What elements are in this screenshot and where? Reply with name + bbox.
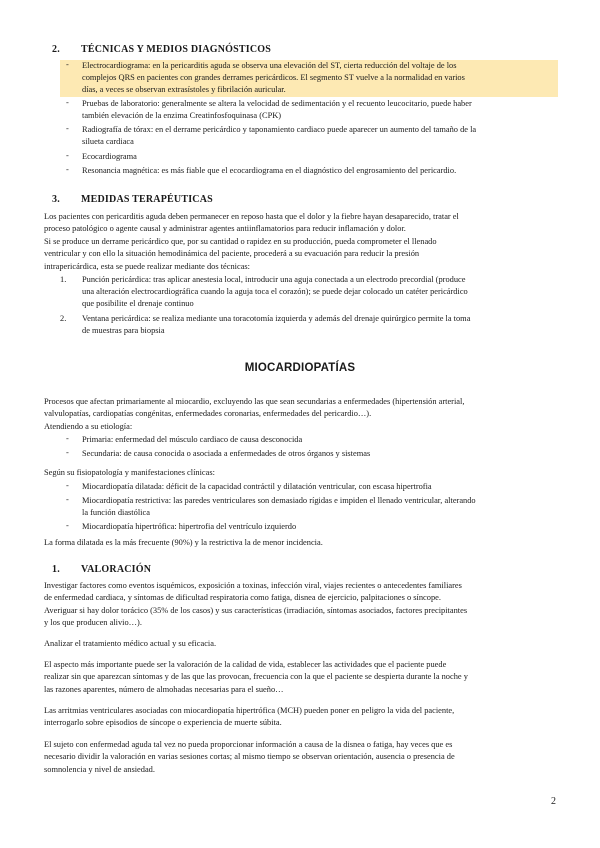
section-number: 1. [52, 564, 60, 575]
section-heading-diagnostic [52, 44, 271, 55]
section-heading-assessment [52, 564, 151, 575]
diag-item-xray: Radiografía de tórax: en el derrame pericárdico y taponamiento cardiaco puede aparecer un aumento del tamaño de la [82, 125, 477, 134]
paragraph-line: Los pacientes con pericarditis aguda deben permanecer en reposo hasta que el dolor y la fiebre hayan desaparecido, tratar el [44, 212, 459, 221]
paragraph-line: Analizar el tratamiento médico actual y su eficacia. [44, 639, 217, 648]
paragraph-line: Averiguar si hay dolor torácico (35% de los casos) y sus características (irradiación, síntomas asociados, factores precipitantes [44, 606, 468, 615]
bullet-dash: - [66, 60, 69, 69]
paragraph-line: somnolencia y nivel de ansiedad. [44, 765, 155, 774]
diag-item-xray: silueta cardiaca [82, 137, 134, 146]
diag-item-lab: Pruebas de laboratorio: generalmente se altera la velocidad de sedimentación y el recuento leucocitario, puede haber [82, 99, 472, 108]
paragraph-line: El sujeto con enfermedad aguda tal vez no pueda proporcionar información a causa de la disnea o fatiga, hay veces que es [44, 740, 453, 749]
paragraph-line: ventricular y con ello la situación hemodinámica del paciente, procederá a su evacuación para reducir la presión [44, 249, 420, 258]
paragraph-line: Si se produce un derrame pericárdico que, por su cantidad o rapidez en su producción, pueda comprometer el llenado [44, 237, 437, 246]
section-number: 3. [52, 194, 60, 205]
paragraph-line: Según su fisiopatología y manifestaciones clínicas: [44, 468, 215, 477]
paragraph-line: valvulopatías, cardiopatías congénitas, enfermedades coronarias, enfermedades del pericardio…). [44, 409, 372, 418]
paragraph-line: las razones aparentes, número de almohadas necesarias para el sueño… [44, 685, 284, 694]
paragraph-line: de enfermedad cardiaca, y síntomas de dificultad respiratoria como fatiga, disnea de ejercicio, palpitaciones o síncope. [44, 593, 441, 602]
technique-item-puncture: que posibilite el drenaje continuo [82, 299, 194, 308]
etiology-item: Primaria: enfermedad del músculo cardiaco de causa desconocida [82, 435, 303, 444]
paragraph-line: Procesos que afectan primariamente al miocardio, excluyendo las que sean secundarias a enfermedades (hipertensión arterial, [44, 397, 465, 406]
physio-item-dilated: Miocardiopatía dilatada: déficit de la capacidad contráctil y dilatación ventricular, con escasa hipertrofia [82, 482, 432, 491]
bullet-dash: - [66, 495, 69, 504]
section-heading-therapeutic [52, 194, 213, 205]
etiology-item: Secundaria: de causa conocida o asociada a enfermedades de otros órganos y sistemas [82, 449, 371, 458]
bullet-dash: - [66, 521, 69, 530]
section-title: MEDIDAS TERAPÉUTICAS [81, 194, 213, 205]
diag-item-ecg: complejos QRS en pacientes con grandes derrames pericárdicos. El segmento ST vuelve a la normalidad en varios [82, 73, 465, 82]
paragraph-line: necesario dividir la valoración en varias sesiones cortas; al mismo tiempo se observan orientación, ausencia o presencia de [44, 752, 455, 761]
physio-item-hypertrophic: Miocardiopatía hipertrófica: hipertrofia del ventrículo izquierdo [82, 522, 297, 531]
diag-item-lab: también elevación de la enzima Creatinfosfoquinasa (CPK) [82, 111, 282, 120]
bullet-dash: - [66, 434, 69, 443]
paragraph-line: interrogarlo sobre episodios de síncope o experiencia de muerte súbita. [44, 718, 282, 727]
physio-item-restrictive: la función diastólica [82, 508, 150, 517]
paragraph-line: La forma dilatada es la más frecuente (90%) y la restrictiva la de menor incidencia. [44, 538, 323, 547]
physio-item-restrictive: Miocardiopatía restrictiva: las paredes ventriculares son demasiado rígidas e impiden el llenado ventricular, alterando [82, 496, 476, 505]
paragraph-line: El aspecto más importante puede ser la valoración de la calidad de vida, establecer las actividades que el paciente puede [44, 660, 447, 669]
bullet-dash: - [66, 98, 69, 107]
page-title: MIOCARDIOPATÍAS [244, 362, 356, 374]
page-number: 2 [551, 796, 556, 807]
list-number: 1. [60, 275, 67, 284]
bullet-dash: - [66, 151, 69, 160]
paragraph-line: proceso patológico o agente causal y administrar agentes antiinflamatorios para reducir inflamación y dolor. [44, 224, 406, 233]
paragraph-line: Las arritmias ventriculares asociadas con miocardiopatía hipertrófica (MCH) pueden poner en peligro la vida del paciente, [44, 706, 455, 715]
bullet-dash: - [66, 124, 69, 133]
bullet-dash: - [66, 165, 69, 174]
diag-item-ecg: Electrocardiograma: en la pericarditis aguda se observa una elevación del ST, cierta reducción del voltaje de los [82, 61, 457, 70]
section-title: VALORACIÓN [81, 564, 152, 575]
technique-item-window: Ventana pericárdica: se realiza mediante una toracotomía izquierda y además del drenaje quirúrgico permite la toma [82, 314, 471, 323]
technique-item-window: de muestras para biopsia [82, 326, 165, 335]
paragraph-line: Atendiendo a su etiología: [44, 422, 133, 431]
bullet-dash: - [66, 448, 69, 457]
section-number: 2. [52, 44, 60, 55]
diag-item-echo: Ecocardiograma [82, 152, 137, 161]
paragraph-line: realizar sin que aparezcan síntomas y de las que las provocan, frecuencia con la que el paciente se despierta durante la noche y [44, 672, 468, 681]
paragraph-line: y los que producen alivio…). [44, 618, 142, 627]
paragraph-line: Investigar factores como eventos isquémicos, exposición a toxinas, infección viral, viajes recientes o antecedentes familiares [44, 581, 462, 590]
paragraph-line: intrapericárdica, esta se puede realizar mediante dos técnicas: [44, 262, 251, 271]
bullet-dash: - [66, 481, 69, 490]
section-title: TÉCNICAS Y MEDIOS DIAGNÓSTICOS [81, 44, 272, 55]
diag-item-ecg: días, a veces se observan extrasístoles y fibrilación auricular. [82, 85, 286, 94]
diag-item-mri: Resonancia magnética: es más fiable que el ecocardiograma en el diagnóstico del engrosamiento del pericardio. [82, 166, 457, 175]
technique-item-puncture: Punción pericárdica: tras aplicar anestesia local, introducir una aguja conectada a un electrodo precordial (produce [82, 275, 466, 284]
list-number: 2. [60, 314, 67, 323]
technique-item-puncture: una alteración electrocardiográfica cuando la aguja toca el corazón); se puede dejar colocado un catéter pericárdico [82, 287, 468, 296]
